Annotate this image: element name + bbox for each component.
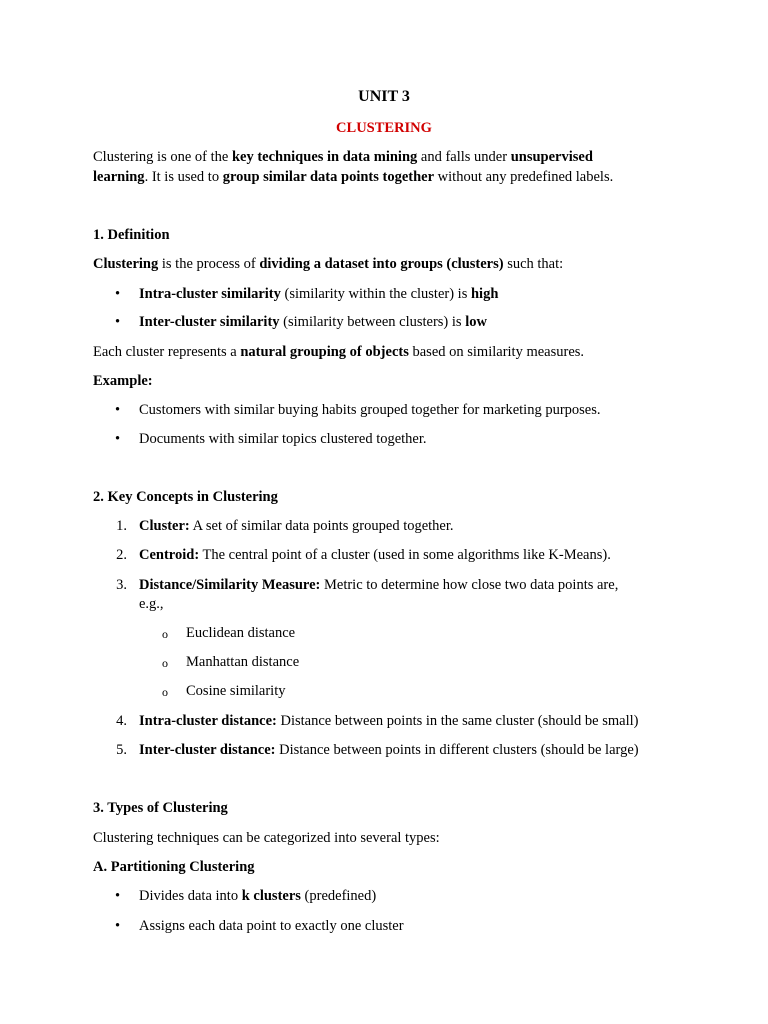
- list-item: Customers with similar buying habits grouped together for marketing purposes.: [139, 402, 601, 418]
- section-3-intro: Clustering techniques can be categorized into several types:: [93, 830, 440, 846]
- each-text: Each cluster represents a: [93, 344, 241, 360]
- heading-text: 3. Types of Clustering: [93, 800, 228, 816]
- each-cluster-line: [93, 342, 584, 362]
- list-number: 3.: [116, 577, 127, 593]
- list-item-continuation: e.g.,: [139, 596, 164, 612]
- intro-bold: unsupervised: [510, 149, 593, 165]
- example-label-text: Example:: [93, 373, 153, 389]
- item-bold: high: [470, 286, 499, 302]
- intro-line-2: [93, 167, 613, 187]
- section-1-heading: [93, 225, 170, 245]
- item-text: Distance between points in different clusters (should be large): [275, 742, 639, 758]
- item-text: Distance between points in the same cluster (should be small): [276, 713, 639, 729]
- list-item: [139, 711, 638, 731]
- list-number: 2.: [116, 547, 127, 563]
- item-bold: Inter-cluster distance:: [139, 742, 276, 758]
- list-item: [139, 740, 639, 760]
- bullet-marker: •: [115, 888, 121, 904]
- list-item: [139, 516, 454, 536]
- item-text: Assigns each data point to exactly one cluster: [139, 918, 404, 934]
- sub-list-item: Manhattan distance: [186, 654, 300, 670]
- item-bold: Intra-cluster similarity: [139, 286, 281, 302]
- definition-line: [93, 254, 563, 274]
- sub-bullet-marker: o: [162, 685, 168, 699]
- intro-bold: key techniques in data mining: [231, 149, 418, 165]
- page-subtitle: CLUSTERING: [336, 120, 432, 136]
- section-3-heading: [93, 798, 228, 818]
- section-2-heading: [93, 487, 278, 507]
- def-bold: Clustering: [93, 256, 159, 272]
- item-text: (similarity within the cluster) is: [280, 286, 471, 302]
- intro-bold: learning: [93, 169, 145, 185]
- item-bold: Inter-cluster similarity: [139, 314, 280, 330]
- sub-bullet-marker: o: [162, 656, 168, 670]
- list-item: [139, 886, 376, 906]
- intro-line-1: [93, 147, 593, 167]
- intro-text: and falls under: [417, 149, 511, 165]
- item-bold: Intra-cluster distance:: [139, 713, 277, 729]
- list-number: 4.: [116, 713, 127, 729]
- list-item: [139, 284, 498, 304]
- page-title: UNIT 3: [358, 88, 410, 105]
- item-text: (predefined): [300, 888, 377, 904]
- item-text: A set of similar data points grouped together.: [189, 518, 454, 534]
- list-item: [139, 575, 618, 595]
- bullet-marker: •: [115, 431, 121, 447]
- list-number: 1.: [116, 518, 127, 534]
- list-item: [139, 312, 487, 332]
- item-text: Metric to determine how close two data points are,: [320, 577, 619, 593]
- bullet-marker: •: [115, 918, 121, 934]
- item-text: (similarity between clusters) is: [279, 314, 466, 330]
- item-bold: Cluster:: [139, 518, 190, 534]
- item-bold: low: [465, 314, 487, 330]
- def-bold: dividing a dataset into groups (clusters): [259, 256, 504, 272]
- heading-text: 2. Key Concepts in Clustering: [93, 489, 278, 505]
- sub-list-item: Cosine similarity: [186, 683, 286, 699]
- def-text: is the process of: [158, 256, 260, 272]
- sub-bullet-marker: o: [162, 627, 168, 641]
- each-text: based on similarity measures.: [408, 344, 585, 360]
- sub-list-item: Euclidean distance: [186, 625, 296, 641]
- intro-text: . It is used to: [144, 169, 223, 185]
- intro-text: Clustering is one of the: [93, 149, 232, 165]
- item-bold: Distance/Similarity Measure:: [139, 577, 321, 593]
- list-number: 5.: [116, 742, 127, 758]
- item-bold: Centroid:: [139, 547, 200, 563]
- list-item: Documents with similar topics clustered together.: [139, 431, 427, 447]
- intro-text: without any predefined labels.: [434, 169, 614, 185]
- each-bold: natural grouping of objects: [240, 344, 409, 360]
- list-item: [139, 545, 611, 565]
- bullet-marker: •: [115, 314, 121, 330]
- list-item: [139, 916, 404, 936]
- subheading-text: A. Partitioning Clustering: [93, 859, 255, 875]
- item-text: Divides data into: [139, 888, 242, 904]
- intro-bold: group similar data points together: [222, 169, 435, 185]
- item-bold: k clusters: [241, 888, 301, 904]
- bullet-marker: •: [115, 402, 121, 418]
- bullet-marker: •: [115, 286, 121, 302]
- def-text: such that:: [503, 256, 564, 272]
- item-text: The central point of a cluster (used in some algorithms like K-Means).: [199, 547, 611, 563]
- heading-text: 1. Definition: [93, 227, 170, 243]
- section-3-subheading: [93, 857, 255, 877]
- example-label: [93, 371, 153, 391]
